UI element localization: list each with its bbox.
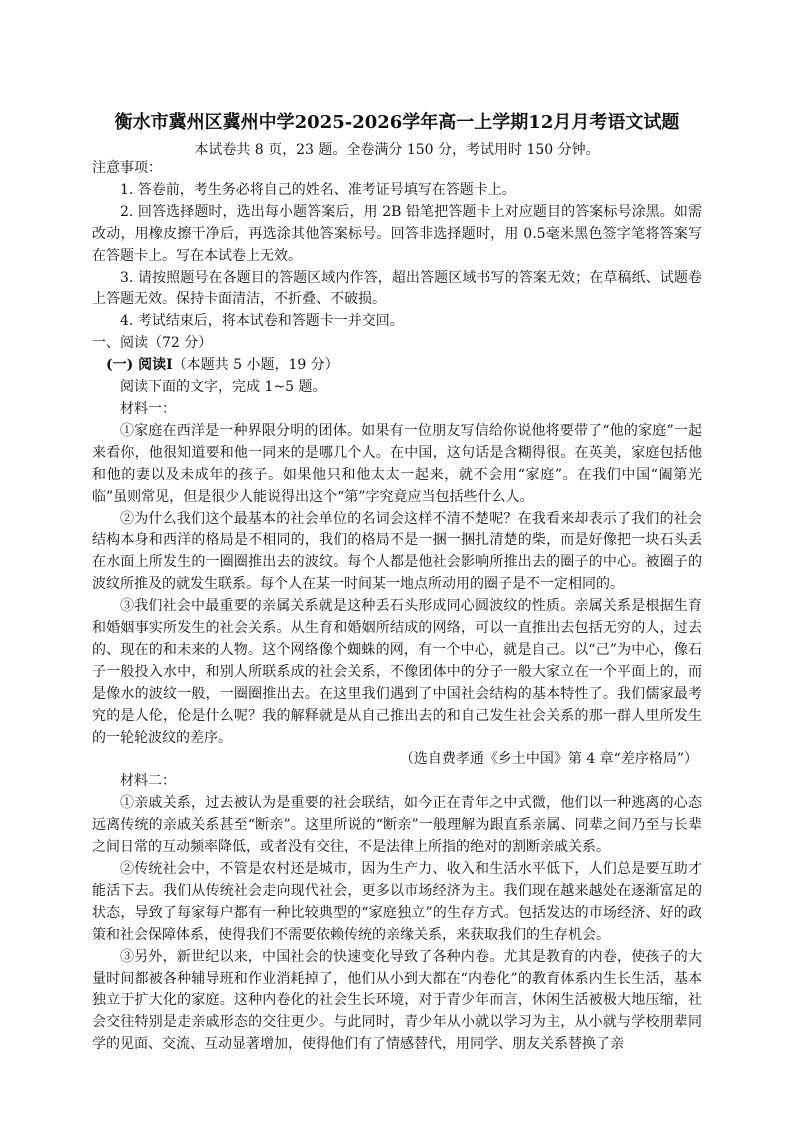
subsection-rest: （本题共 5 小题，19 分） [172, 357, 339, 374]
notice-item-2: 2. 回答选择题时，选出每小题答案后，用 2B 铅笔把答题卡上对应题目的答案标号涂黑。如需改动，用橡皮擦干净后，再选涂其他答案标号。回答非选择题时，用 0.5毫米黑色签字笔将答案写在答题卡上。写在本试卷上无效。 [92, 203, 702, 264]
material1-label: 材料一： [120, 400, 176, 417]
material1-paragraph-3: ③我们社会中最重要的亲属关系就是这种丢石头形成同心圆波纹的性质。亲属关系是根据生育和婚姻事实所发生的社会关系。从生育和婚姻所结成的网络，可以一直推出去包括无穷的人，过去的、现在的和未来的人物。这个网络像个蜘蛛的网，有一个中心，就是自己。以“己”为中心，像石子一般投入水中，和别人所联系成的社会关系，不像团体中的分子一般大家立在一个平面上的，而是像水的波纹一般，一圈圈推出去。在这里我们遇到了中国社会结构的基本特性了。我们儒家最考究的是人伦，伦是什么呢？我的解释就是从自己推出去的和自己发生社会关系的那一群人里所发生的一轮轮波纹的差序。 [92, 598, 702, 746]
exam-title: 衡水市冀州区冀州中学2025-2026学年高一上学期12月月考语文试题 [114, 112, 680, 133]
subsection-heading [92, 355, 702, 377]
notice-item-4: 4. 考试结束后，将本试卷和答题卡一并交回。 [120, 313, 404, 330]
material2-label: 材料二： [120, 773, 176, 790]
material2-paragraph-1: ①亲戚关系，过去被认为是重要的社会联结，如今正在青年之中式微，他们以一种逃离的心态远离传统的亲戚关系甚至“断亲”。这里所说的“断亲”一般理解为跟直系亲属、同辈之间乃至与长辈之间日常的互动频率降低，或者没有交往，不是法律上所指的绝对的割断亲戚关系。 [92, 795, 702, 856]
exam-body [92, 158, 702, 1056]
subsection-bold: (一) 阅读Ⅰ [106, 357, 173, 374]
material2-paragraph-2: ②传统社会中，不管是农村还是城市，因为生产力、收入和生活水平低下，人们总是要互助才能活下去。我们从传统社会走向现代社会，更多以市场经济为主。我们现在越来越处在逐渐富足的状态，导致了每家每户都有一种比较典型的“家庭独立”的生存方式。包括发达的市场经济、好的政策和社会保障体系，使得我们不需要依赖传统的亲缘关系，来获取我们的生存机会。 [92, 861, 702, 943]
material1-paragraph-1: ①家庭在西洋是一种界限分明的团体。如果有一位朋友写信给你说他将要带了“他的家庭”一起来看你，他很知道要和他一同来的是哪几个人。在中国，这句话是含糊得很。在英美，家庭包括他和他的妻以及未成年的孩子。如果他只和他太太一起来，就不会用“家庭”。在我们中国“阖第光临”虽则常见，但是很少人能说得出这个“第”字究竟应当包括些什么人。 [92, 422, 702, 505]
notice-item-3: 3. 请按照题号在各题目的答题区域内作答，超出答题区域书写的答案无效；在草稿纸、试题卷上答题无效。保持卡面清洁，不折叠、不破损。 [92, 269, 702, 308]
exam-subtitle: 本试卷共 8 页，23 题。全卷满分 150 分，考试用时 150 分钟。 [194, 142, 600, 158]
notice-item-1: 1. 答卷前，考生务必将自己的姓名、准考证号填写在答题卡上。 [120, 181, 516, 198]
notice-heading: 注意事项： [92, 160, 162, 176]
material1-paragraph-2: ②为什么我们这个最基本的社会单位的名词会这样不清不楚呢？在我看来却表示了我们的社会结构本身和西洋的格局是不相同的，我们的格局不是一捆一捆扎清楚的柴，而是好像把一块石头丢在水面上所发生的一圈圈推出去的波纹。每个人都是他社会影响所推出去的圈子的中心。被圈子的波纹所推及的就发生联系。每个人在某一时间某一地点所动用的圈子是不一定相同的。 [92, 510, 702, 593]
section-heading: 一、阅读（72 分） [92, 335, 213, 352]
material2-paragraph-3: ③另外，新世纪以来，中国社会的快速变化导致了各种内卷。尤其是教育的内卷，使孩子的大量时间都被各种辅导班和作业消耗掉了，他们从小到大都在“内卷化”的教育体系内生长生活，基本独立于扩大化的家庭。这种内卷化的社会生长环境，对于青少年而言，休闲生活被极大地压缩，社会交往特别是走亲戚形态的交往更少。与此同时，青少年从小就以学习为主，从小就与学校朋辈同学的见面、交流、互动显著增加，使得他们有了情感替代，用同学、朋友关系替换了亲 [92, 948, 702, 1053]
section-instruction: 阅读下面的文字，完成 1~5 题。 [120, 379, 327, 396]
material1-source: （选自费孝通《乡土中国》第 4 章“差序格局”） [399, 751, 698, 768]
